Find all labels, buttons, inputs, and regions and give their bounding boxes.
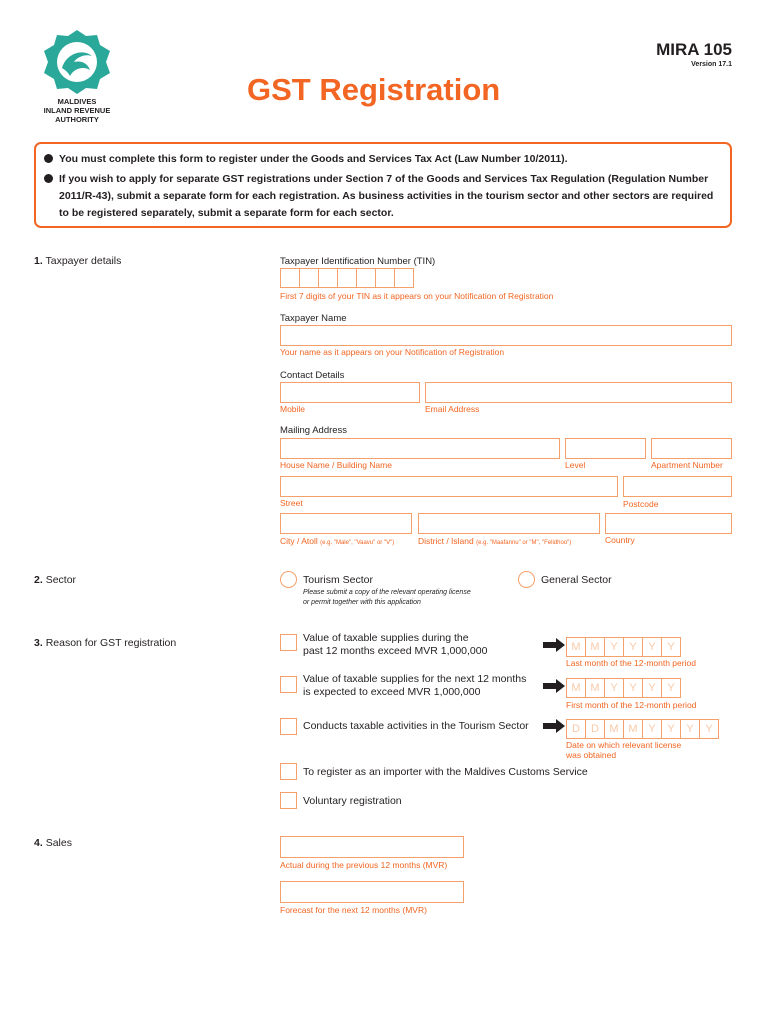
email-hint: Email Address bbox=[425, 404, 480, 414]
license-date-hint-line: was obtained bbox=[566, 750, 617, 760]
importer-checkbox[interactable] bbox=[280, 763, 297, 780]
date-cell[interactable]: M bbox=[585, 637, 605, 657]
authority-name-line: INLAND REVENUE bbox=[43, 106, 111, 115]
date-cell[interactable]: Y bbox=[699, 719, 719, 739]
arrow-right-icon bbox=[543, 638, 565, 652]
date-cell[interactable]: M bbox=[566, 637, 586, 657]
street-input[interactable] bbox=[280, 476, 618, 497]
next-12-months-date-input[interactable] bbox=[566, 678, 680, 698]
tourism-sector-note-line: or permit together with this application bbox=[303, 598, 421, 606]
bullet-icon bbox=[44, 154, 53, 163]
date-cell[interactable]: Y bbox=[642, 719, 662, 739]
section-number: 4. bbox=[34, 837, 43, 849]
license-date-hint bbox=[566, 740, 681, 760]
next-12-months-label-line: Value of taxable supplies for the next 12 months bbox=[303, 673, 527, 685]
tin-digit-box[interactable] bbox=[337, 268, 357, 288]
arrow-right-icon bbox=[543, 679, 565, 693]
arrow-right-icon bbox=[543, 719, 565, 733]
license-date-hint-line: Date on which relevant license bbox=[566, 740, 682, 750]
past-12-months-hint: Last month of the 12-month period bbox=[566, 658, 696, 668]
general-sector-label: General Sector bbox=[541, 574, 612, 586]
date-cell[interactable]: Y bbox=[680, 719, 700, 739]
date-cell[interactable]: Y bbox=[661, 637, 681, 657]
actual-sales-input[interactable] bbox=[280, 836, 464, 858]
section-number: 1. bbox=[34, 255, 43, 267]
bullet-icon bbox=[44, 174, 53, 183]
date-cell[interactable]: D bbox=[566, 719, 586, 739]
section-number: 2. bbox=[34, 574, 43, 586]
tourism-sector-label: Tourism Sector bbox=[303, 574, 374, 586]
tin-label: Taxpayer Identification Number (TIN) bbox=[280, 256, 436, 267]
date-cell[interactable]: Y bbox=[623, 637, 643, 657]
general-sector-radio[interactable] bbox=[518, 571, 535, 588]
tin-digit-box[interactable] bbox=[375, 268, 395, 288]
date-cell[interactable]: Y bbox=[642, 637, 662, 657]
actual-sales-hint: Actual during the previous 12 months (MVR) bbox=[280, 860, 448, 870]
notice-box bbox=[34, 142, 732, 228]
district-island-hint-label: District / Island bbox=[418, 536, 474, 546]
notice-line-2: If you wish to apply for separate GST registrations under Section 7 of the Goods and Services Tax Regulation (Regulation Number 2011/R-43), submit a separate form for each registration. As business activities in the tourism sector and other sectors are required to be registered separately, submit a separate form for each sector. bbox=[59, 173, 714, 219]
city-atoll-input[interactable] bbox=[280, 513, 412, 534]
taxpayer-name-label: Taxpayer Name bbox=[280, 313, 347, 324]
tourism-sector-radio[interactable] bbox=[280, 571, 297, 588]
district-island-hint bbox=[418, 536, 571, 546]
date-cell[interactable]: D bbox=[585, 719, 605, 739]
country-hint: Country bbox=[605, 535, 635, 545]
postcode-hint: Postcode bbox=[623, 499, 659, 509]
form-code: MIRA 105 bbox=[656, 40, 732, 59]
section-label: Sector bbox=[45, 574, 77, 586]
date-cell[interactable]: Y bbox=[604, 678, 624, 698]
date-cell[interactable]: M bbox=[604, 719, 624, 739]
tourism-activities-checkbox[interactable] bbox=[280, 718, 297, 735]
tin-digit-box[interactable] bbox=[299, 268, 319, 288]
date-cell[interactable]: M bbox=[585, 678, 605, 698]
date-cell[interactable]: Y bbox=[642, 678, 662, 698]
section-label: Sales bbox=[45, 837, 72, 849]
mobile-hint: Mobile bbox=[280, 404, 306, 414]
apartment-number-input[interactable] bbox=[651, 438, 732, 459]
tin-hint: First 7 digits of your TIN as it appears on your Notification of Registration bbox=[280, 291, 554, 301]
contact-details-label: Contact Details bbox=[280, 370, 345, 381]
date-cell[interactable]: Y bbox=[623, 678, 643, 698]
authority-name-line: AUTHORITY bbox=[55, 115, 99, 124]
past-12-months-label-line: past 12 months exceed MVR 1,000,000 bbox=[303, 645, 488, 657]
date-cell[interactable]: M bbox=[566, 678, 586, 698]
authority-name-line: MALDIVES bbox=[57, 97, 97, 106]
voluntary-registration-label: Voluntary registration bbox=[303, 795, 402, 807]
mailing-address-label: Mailing Address bbox=[280, 425, 348, 436]
authority-name bbox=[28, 97, 126, 124]
tourism-activities-label: Conducts taxable activities in the Tourism Sector bbox=[303, 720, 529, 732]
house-name-input[interactable] bbox=[280, 438, 560, 459]
section-label: Taxpayer details bbox=[45, 255, 122, 267]
voluntary-registration-checkbox[interactable] bbox=[280, 792, 297, 809]
next-12-months-hint: First month of the 12-month period bbox=[566, 700, 697, 710]
taxpayer-name-hint: Your name as it appears on your Notification of Registration bbox=[280, 347, 505, 357]
level-input[interactable] bbox=[565, 438, 646, 459]
district-island-example: (e.g. "Maafannu" or "M", "Felidhoo") bbox=[476, 540, 572, 546]
notice-line-1: You must complete this form to register under the Goods and Services Tax Act (Law Number 10/2011). bbox=[59, 153, 568, 165]
forecast-sales-input[interactable] bbox=[280, 881, 464, 903]
next-12-months-checkbox[interactable] bbox=[280, 676, 297, 693]
tin-digit-box[interactable] bbox=[280, 268, 300, 288]
past-12-months-label bbox=[303, 632, 487, 658]
section-label: Reason for GST registration bbox=[45, 637, 177, 649]
section-taxpayer-details bbox=[34, 255, 121, 267]
tin-digit-box[interactable] bbox=[318, 268, 338, 288]
page-title: GST Registration bbox=[247, 72, 501, 107]
street-hint: Street bbox=[280, 498, 303, 508]
tourism-sector-note bbox=[303, 588, 471, 607]
next-12-months-label-line: is expected to exceed MVR 1,000,000 bbox=[303, 686, 481, 698]
past-12-months-date-input[interactable] bbox=[566, 637, 680, 657]
tourism-sector-note-line: Please submit a copy of the relevant operating license bbox=[303, 589, 471, 596]
form-version: Version 17.1 bbox=[691, 61, 732, 68]
city-atoll-hint-label: City / Atoll bbox=[280, 536, 318, 546]
forecast-sales-hint: Forecast for the next 12 months (MVR) bbox=[280, 905, 427, 915]
section-number: 3. bbox=[34, 637, 43, 649]
date-cell[interactable]: Y bbox=[604, 637, 624, 657]
tin-input[interactable] bbox=[280, 268, 413, 288]
country-input[interactable] bbox=[605, 513, 732, 534]
next-12-months-label bbox=[303, 673, 526, 699]
email-input[interactable] bbox=[425, 382, 732, 403]
postcode-input[interactable] bbox=[623, 476, 732, 497]
section-sales bbox=[34, 837, 72, 849]
apartment-number-hint: Apartment Number bbox=[651, 460, 723, 470]
date-cell[interactable]: Y bbox=[661, 719, 681, 739]
date-cell[interactable]: M bbox=[623, 719, 643, 739]
license-date-input[interactable] bbox=[566, 719, 718, 739]
house-name-hint: House Name / Building Name bbox=[280, 460, 392, 470]
city-atoll-hint bbox=[280, 536, 394, 546]
section-sector bbox=[34, 574, 76, 586]
level-hint: Level bbox=[565, 460, 586, 470]
city-atoll-example: (e.g. "Male", "Vaavu" or "V") bbox=[320, 540, 395, 546]
past-12-months-checkbox[interactable] bbox=[280, 634, 297, 651]
mobile-input[interactable] bbox=[280, 382, 420, 403]
section-reason bbox=[34, 637, 176, 649]
mira-logo bbox=[38, 28, 116, 98]
importer-label: To register as an importer with the Maldives Customs Service bbox=[303, 766, 588, 778]
taxpayer-name-input[interactable] bbox=[280, 325, 732, 346]
date-cell[interactable]: Y bbox=[661, 678, 681, 698]
tin-digit-box[interactable] bbox=[394, 268, 414, 288]
past-12-months-label-line: Value of taxable supplies during the bbox=[303, 632, 469, 644]
tin-digit-box[interactable] bbox=[356, 268, 376, 288]
district-island-input[interactable] bbox=[418, 513, 600, 534]
